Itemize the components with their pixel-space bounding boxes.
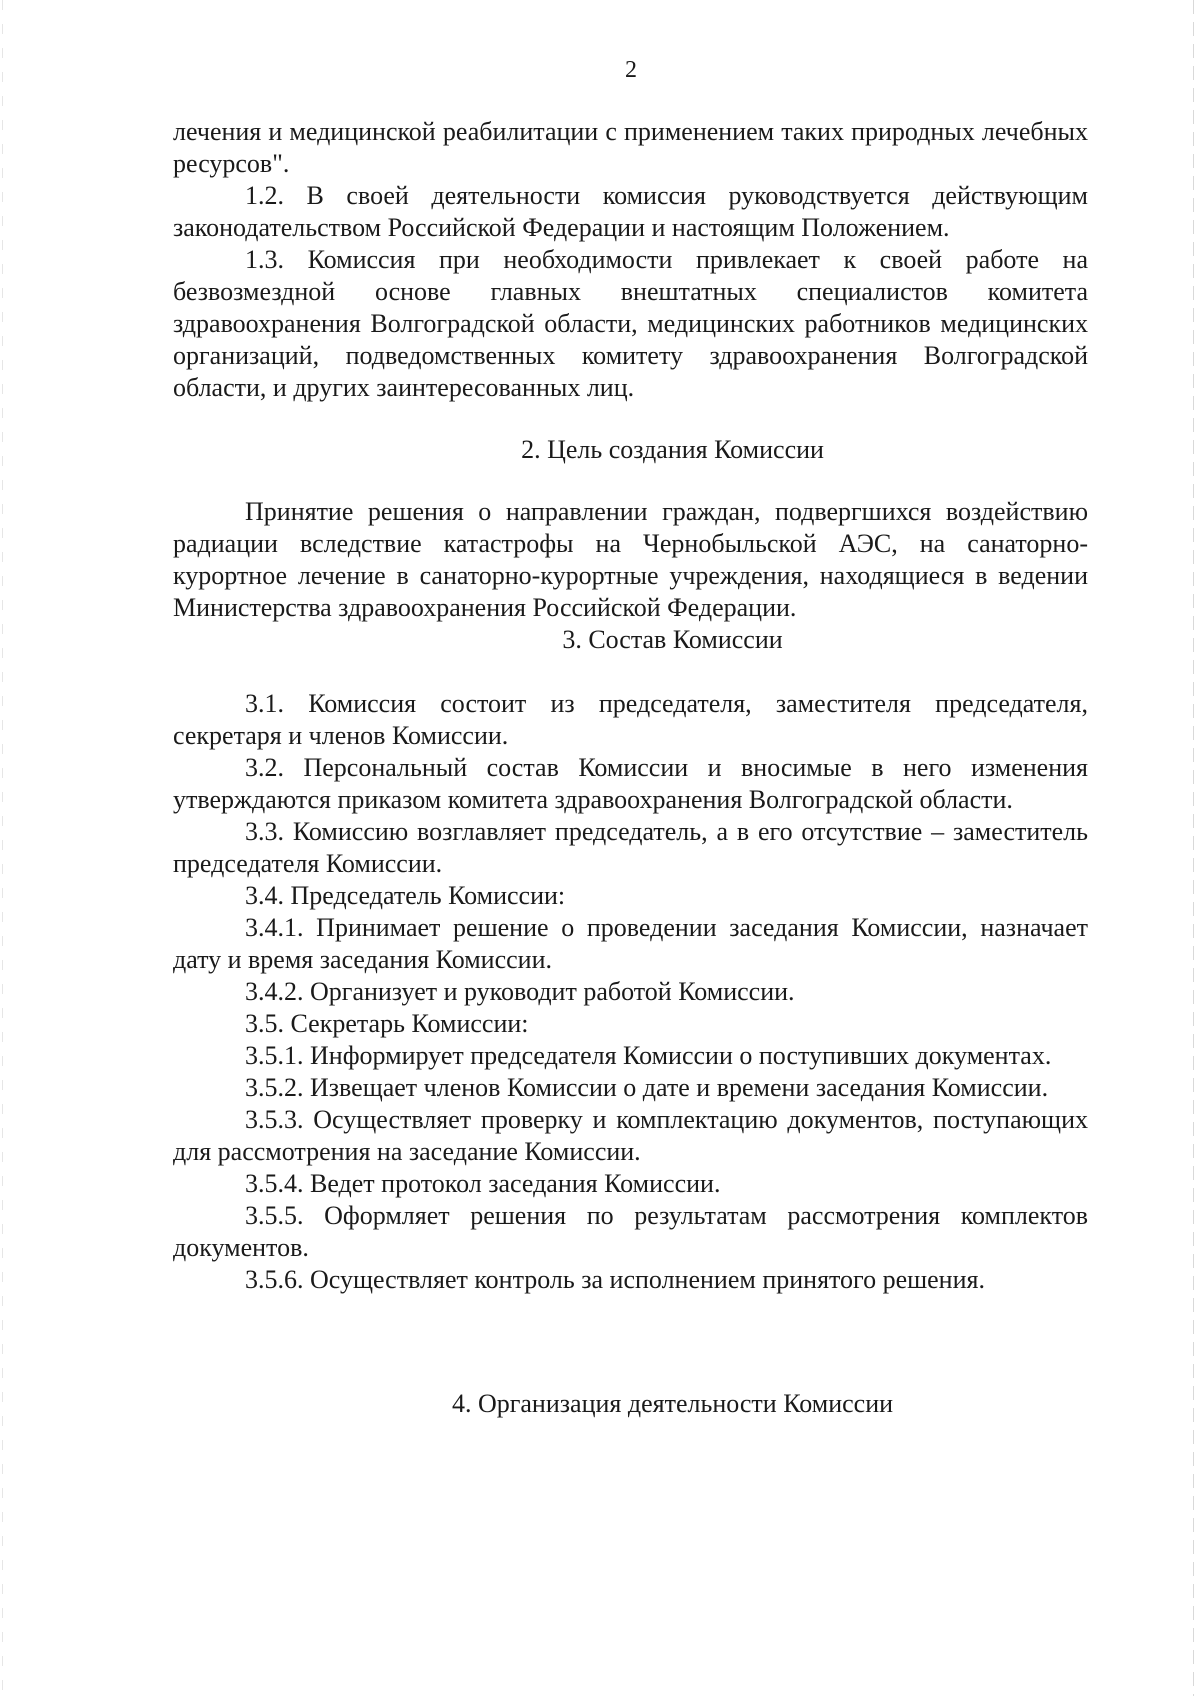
paragraph-1-3: 1.3. Комиссия при необходимости привлекает к своей работе на безвозмездной основе главных внештатных специалистов комитета здравоохранения Волгоградской области, медицинских работников медицинских организаций, подведомственных комитету здравоохранения Волгоградской области, и других заинтересованных лиц. <box>173 245 1088 402</box>
item-3-5-6: 3.5.6. Осуществляет контроль за исполнением принятого решения. <box>245 1265 985 1294</box>
item-3-5-4: 3.5.4. Ведет протокол заседания Комиссии. <box>245 1169 721 1198</box>
scan-edge-left <box>2 0 3 1696</box>
item-3-2: 3.2. Персональный состав Комиссии и вносимые в него изменения утверждаются приказом комитета здравоохранения Волгоградской области. <box>173 753 1088 814</box>
scan-edge-right <box>1193 0 1194 1696</box>
item-3-5-2: 3.5.2. Извещает членов Комиссии о дате и времени заседания Комиссии. <box>245 1073 1049 1102</box>
item-3-3: 3.3. Комиссию возглавляет председатель, а в его отсутствие – заместитель председателя Комиссии. <box>173 817 1088 878</box>
section-2-title: 2. Цель создания Комиссии <box>521 435 824 464</box>
item-3-5-5: 3.5.5. Оформляет решения по результатам рассмотрения комплектов документов. <box>173 1201 1088 1262</box>
paragraph-1-2: 1.2. В своей деятельности комиссия руководствуется действующим законодательством Российской Федерации и настоящим Положением. <box>173 181 1088 242</box>
document-body <box>173 116 1088 1420</box>
item-3-5-1: 3.5.1. Информирует председателя Комиссии о поступивших документах. <box>245 1041 1052 1070</box>
item-3-4: 3.4. Председатель Комиссии: <box>245 881 566 910</box>
page-number: 2 <box>625 57 637 83</box>
item-3-1: 3.1. Комиссия состоит из председателя, заместителя председателя, секретаря и членов Комиссии. <box>173 689 1088 750</box>
paragraph-continuation: лечения и медицинской реабилитации с применением таких природных лечебных ресурсов". <box>173 117 1088 178</box>
section-4-title: 4. Организация деятельности Комиссии <box>451 1389 894 1418</box>
section-3-title: 3. Состав Комиссии <box>562 625 783 654</box>
item-3-4-1: 3.4.1. Принимает решение о проведении заседания Комиссии, назначает дату и время заседания Комиссии. <box>173 913 1088 974</box>
item-3-5-3: 3.5.3. Осуществляет проверку и комплектацию документов, поступающих для рассмотрения на заседание Комиссии. <box>173 1105 1088 1166</box>
item-3-4-2: 3.4.2. Организует и руководит работой Комиссии. <box>245 977 795 1006</box>
section-2-text: Принятие решения о направлении граждан, подвергшихся воздействию радиации вследствие катастрофы на Чернобыльской АЭС, на санаторно-курортное лечение в санаторно-курортные учреждения, находящиеся в ведении Министерства здравоохранения Российской Федерации. <box>173 497 1088 622</box>
item-3-5: 3.5. Секретарь Комиссии: <box>245 1009 529 1038</box>
